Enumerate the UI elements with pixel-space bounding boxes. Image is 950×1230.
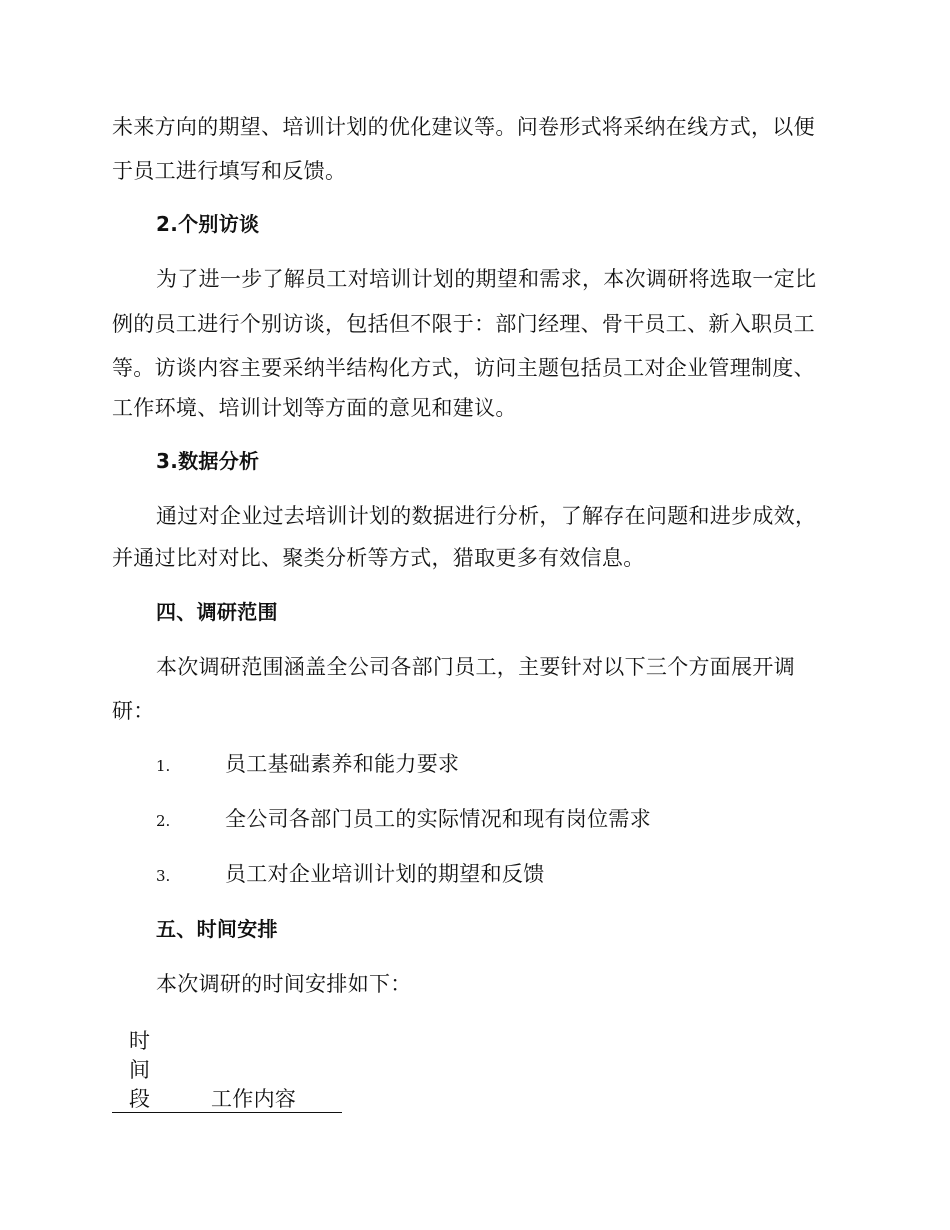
interview-paragraph-line-2: 例的员工进行个别访谈，包括但不限于：部门经理、骨干员工、新入职员工 (112, 312, 815, 336)
interview-paragraph-line-4: 工作环境、培训计划等方面的意见和建议。 (112, 396, 517, 420)
table-header-time-char: 段 (129, 1087, 150, 1111)
heading-schedule: 五、时间安排 (156, 917, 278, 941)
scope-paragraph-line-1: 本次调研范围涵盖全公司各部门员工，主要针对以下三个方面展开调 (156, 655, 795, 679)
list-item-number: 2. (156, 812, 171, 830)
table-header-rule (112, 1112, 342, 1113)
heading-data-analysis: 3.数据分析 (156, 449, 260, 473)
data-analysis-paragraph-line-1: 通过对企业过去培训计划的数据进行分析，了解存在问题和进步成效， (156, 504, 817, 528)
survey-paragraph-line-2: 于员工进行填写和反馈。 (112, 159, 347, 183)
list-item-number: 1. (156, 757, 171, 775)
list-item-text: 员工基础素养和能力要求 (225, 752, 460, 776)
interview-paragraph-line-3: 等。访谈内容主要采纳半结构化方式，访问主题包括员工对企业管理制度、 (112, 356, 815, 380)
list-item-text: 员工对企业培训计划的期望和反馈 (225, 862, 545, 886)
list-item-number: 3. (156, 867, 171, 885)
heading-research-scope: 四、调研范围 (156, 600, 278, 624)
table-header-time-char: 时 (129, 1029, 150, 1053)
interview-paragraph-line-1: 为了进一步了解员工对培训计划的期望和需求，本次调研将选取一定比 (156, 267, 817, 291)
schedule-paragraph: 本次调研的时间安排如下： (156, 972, 412, 996)
survey-paragraph-line-1: 未来方向的期望、培训计划的优化建议等。问卷形式将采纳在线方式，以便 (112, 115, 815, 139)
data-analysis-paragraph-line-2: 并通过比对对比、聚类分析等方式，猎取更多有效信息。 (112, 546, 645, 570)
scope-paragraph-line-2: 研： (112, 699, 155, 723)
heading-individual-interview: 2.个别访谈 (156, 212, 260, 236)
table-header-work-content: 工作内容 (211, 1087, 297, 1111)
table-header-time-char: 间 (129, 1058, 150, 1082)
list-item-text: 全公司各部门员工的实际情况和现有岗位需求 (225, 807, 651, 831)
